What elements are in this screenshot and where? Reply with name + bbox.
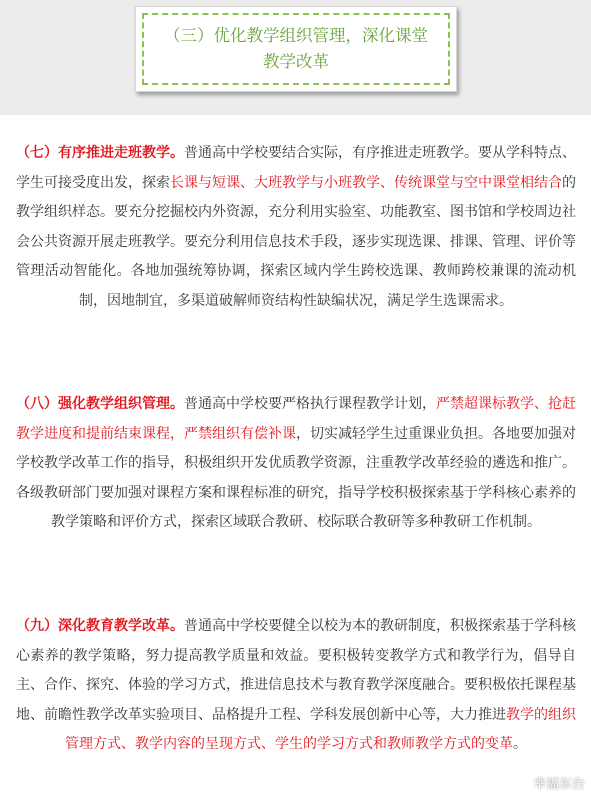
paragraph-heading: （八）强化教学组织管理。 xyxy=(16,396,184,412)
highlight-text: 教学的组织管理方式、教学内容的呈现方式、学生的学习方式和教师教学方式的变革 xyxy=(65,706,576,753)
paragraph-9 xyxy=(16,612,576,760)
highlight-text: 长课与短课、大班教学与小班教学、传统课堂与空中课堂相结合 xyxy=(170,174,562,191)
paragraph-heading: （九）深化教育教学改革。 xyxy=(16,618,184,634)
paragraph-text: ，切实减轻学生过重课业负担。各地要加强对学校教学改革工作的指导，积极组织开发优质教学资源，注重教学改革经验的遴选和推广。各级教研部门要加强对课程方案和课程标准的研究，指导学校积极探索基于学科核心素养的教学策略和评价方式，探索区域联合教研、校际联合教研等多种教研工作机制。 xyxy=(16,425,576,531)
highlight-text: 严禁超课标教学、抢赶教学进度和提前结束课程，严禁组织有偿补课 xyxy=(16,396,576,442)
paragraph-7 xyxy=(16,139,576,317)
section-title: （三）优化教学组织管理，深化课堂教学改革 xyxy=(142,13,450,85)
paragraph-text: 的教学组织样态。要充分挖掘校内外资源，充分利用实验室、功能教室、图书馆和学校周边社会公共资源开展走班教学。要充分利用信息技术手段，逐步实现选课、排课、管理、评价等管理活动智能化。各地加强统筹协调，探索区域内学生跨校选课、教师跨校兼课的流动机制，因地制宜，多渠道破解师资结构性缺编状况，满足学生选课需求。 xyxy=(16,174,576,309)
watermark xyxy=(516,773,585,792)
paragraph-text: 普通高中学校要结合实际，有序推进走班教学。要从学科特点、学生可接受度出发，探索 xyxy=(16,145,576,191)
weibo-logo-icon xyxy=(516,776,530,790)
paragraph-text: 。 xyxy=(513,736,527,753)
paragraph-8 xyxy=(16,390,576,538)
section-title-box xyxy=(135,6,457,92)
paragraph-text: 普通高中学校要严格执行课程教学计划， xyxy=(184,396,436,412)
paragraph-text: 普通高中学校要健全以校为本的教研制度，积极探索基于学科核心素养的教学策略，努力提高教学质量和效益。要积极转变教学方式和教学行为，倡导自主、合作、探究、体验的学习方式，推进信息技术与教育教学深度融合。要积极依托课程基地、前瞻性教学改革实验项目、品格提升工程、学科发展创新中心等，大力推进 xyxy=(16,618,576,723)
paragraph-heading: （七）有序推进走班教学。 xyxy=(16,145,184,161)
watermark-text: 幸福东台 xyxy=(532,777,585,792)
